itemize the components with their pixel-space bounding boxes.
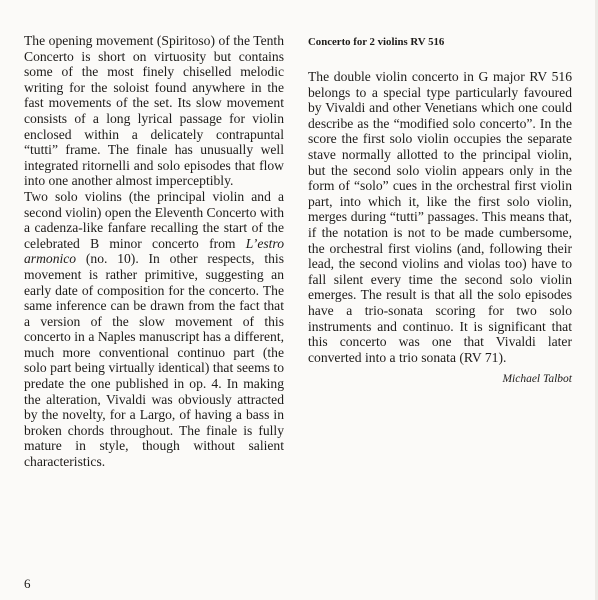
right-column: [308, 33, 572, 386]
section-heading: Concerto for 2 violins RV 516: [308, 36, 445, 48]
paragraph-eleventh-concerto: [24, 189, 284, 470]
paragraph-rv516: The double violin concerto in G major RV 516 belongs to a special type particularly favoured by Vivaldi and other Venetians which one could describe as the “modified solo concerto”. In the score the first solo violin occupies the separate stave normally allotted to the principal violin, but the second solo violin appears only in the form of “solo” cues in the orchestral first violin part, into which it, like the first solo violin, merges during “tutti” passages. This means that, if the notation is not to be made cumbersome, the orchestral first violins (and, following their lead, the second violins and violas too) have to fall silent every time the second solo violin emerges. The result is that all the solo episodes have a trio-sonata scoring for two solo instruments and continuo. It is significant that this concerto was one that Vivaldi later converted into a trio sonata (RV 71).: [308, 69, 572, 365]
paragraph-tenth-concerto: The opening movement (Spiritoso) of the Tenth Concerto is short on virtuosity but contains some of the most finely chiselled melodic writing for the soloist found anywhere in the fast movements of the set. Its slow movement consists of a long lyrical passage for violin enclosed within a delicately contrapuntal “tutti” frame. The finale has unusually well integrated ritornelli and solo episodes that flow into one another almost imperceptibly.: [24, 33, 284, 189]
left-column: [24, 33, 284, 470]
work-title-estro-armonico: L’estro armonico: [24, 235, 284, 267]
paragraph-eleventh-concerto-text-end: (no. 10). In other respects, this movement is rather primitive, suggesting an early date of composition for the concerto. The same inference can be drawn from the fact that a version of the slow movement of this concerto in a Naples manuscript has a different, much more conventional continuo part (the solo part being virtually identical) that seems to predate the one published in op. 4. In making the alteration, Vivaldi was obviously attracted by the novelty, for a Largo, of having a bass in broken chords throughout. The finale is fully mature in style, though without salient characteristics.: [24, 251, 284, 470]
page-number: 6: [24, 576, 31, 591]
author-signature: Michael Talbot: [502, 373, 572, 386]
paragraph-eleventh-concerto-text-start: Two solo violins (the principal violin and a second violin) open the Eleventh Concerto with a cadenza-like fanfare recalling the start of the celebrated B minor concerto from: [24, 188, 284, 251]
